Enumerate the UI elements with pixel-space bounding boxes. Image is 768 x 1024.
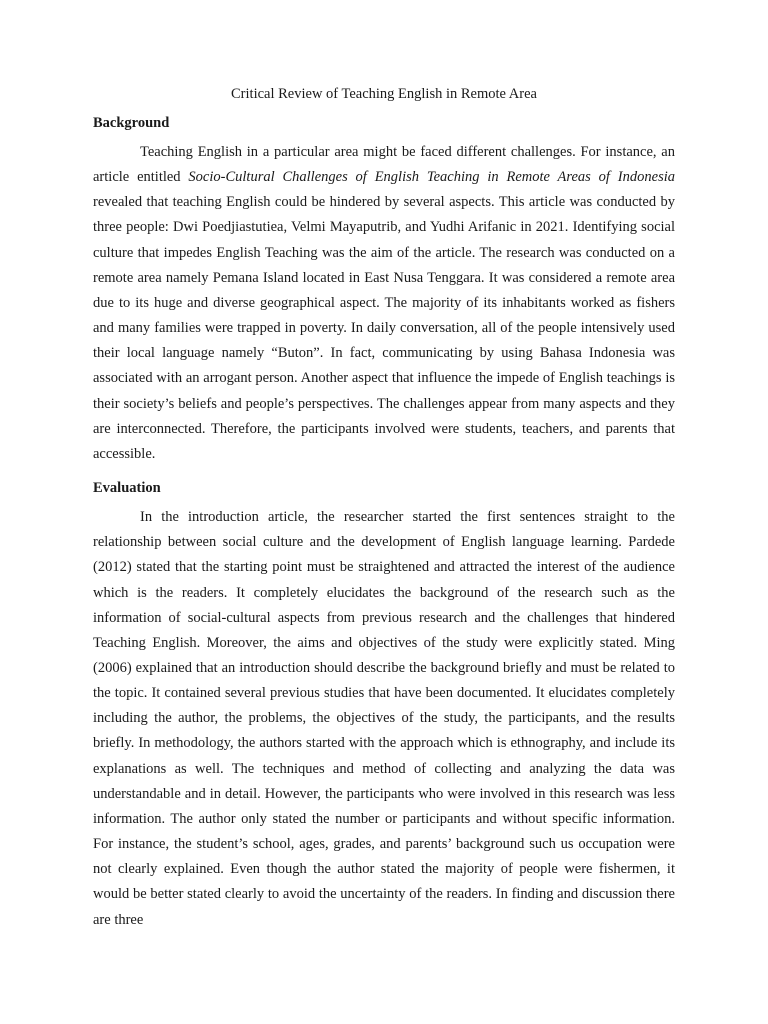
section-heading-evaluation: Evaluation	[93, 480, 161, 497]
spacer	[93, 467, 675, 476]
document-page	[93, 82, 675, 933]
background-text-rest: revealed that teaching English could be hindered by several aspects. This article was conducted by three people: Dwi Poedjiastutiea, Velmi Mayaputrib, and Yudhi Arifanic in 2021. Identifying social culture that impedes English Teaching was the aim of the article. The research was conducted on a remote area namely Pemana Island located in East Nusa Tenggara. It was considered a remote area due to its huge and diverse geographical aspect. The majority of its inhabitants worked as fishers and many families were trapped in poverty. In daily conversation, all of the people intensively used their local language namely “Buton”. In fact, communicating by using Bahasa Indonesia was associated with an arrogant person. Another aspect that influence the impede of English teachings is their society’s beliefs and people’s perspectives. The challenges appear from many aspects and they are interconnected. Therefore, the participants involved were students, teachers, and parents that accessible.	[93, 194, 675, 462]
article-title-italic: Socio-Cultural Challenges of English Teaching in Remote Areas of Indonesia	[188, 169, 675, 186]
background-text-start: Teaching English in a particular area might be faced different challenges. For instance, an article entitled	[93, 144, 675, 186]
section-heading-background: Background	[93, 115, 170, 131]
document-title: Critical Review of Teaching English in Remote Area	[231, 86, 537, 102]
evaluation-paragraph: In the introduction article, the researcher started the first sentences straight to the relationship between social culture and the development of English language learning. Pardede (2012) stated that the starting point must be straightened and attracted the interest of the audience which is the readers. It completely elucidates the background of the research such as the information of social-cultural aspects from previous research and the challenges that hindered Teaching English. Moreover, the aims and objectives of the study were explicitly stated. Ming (2006) explained that an introduction should describe the background briefly and must be related to the topic. It contained several previous studies that have been documented. It elucidates completely including the author, the problems, the objectives of the study, the participants, and the results briefly. In methodology, the authors started with the approach which is ethnography, and include its explanations as well. The techniques and method of collecting and analyzing the data was understandable and in detail. However, the participants who were involved in this research was less information. The author only stated the number or participants and without specific information. For instance, the student’s school, ages, grades, and parents’ background such us occupation were not clearly explained. Even though the author stated the majority of people were fishermen, it would be better stated clearly to avoid the uncertainty of the readers. In finding and discussion there are three	[93, 509, 675, 928]
background-paragraph	[93, 140, 675, 467]
